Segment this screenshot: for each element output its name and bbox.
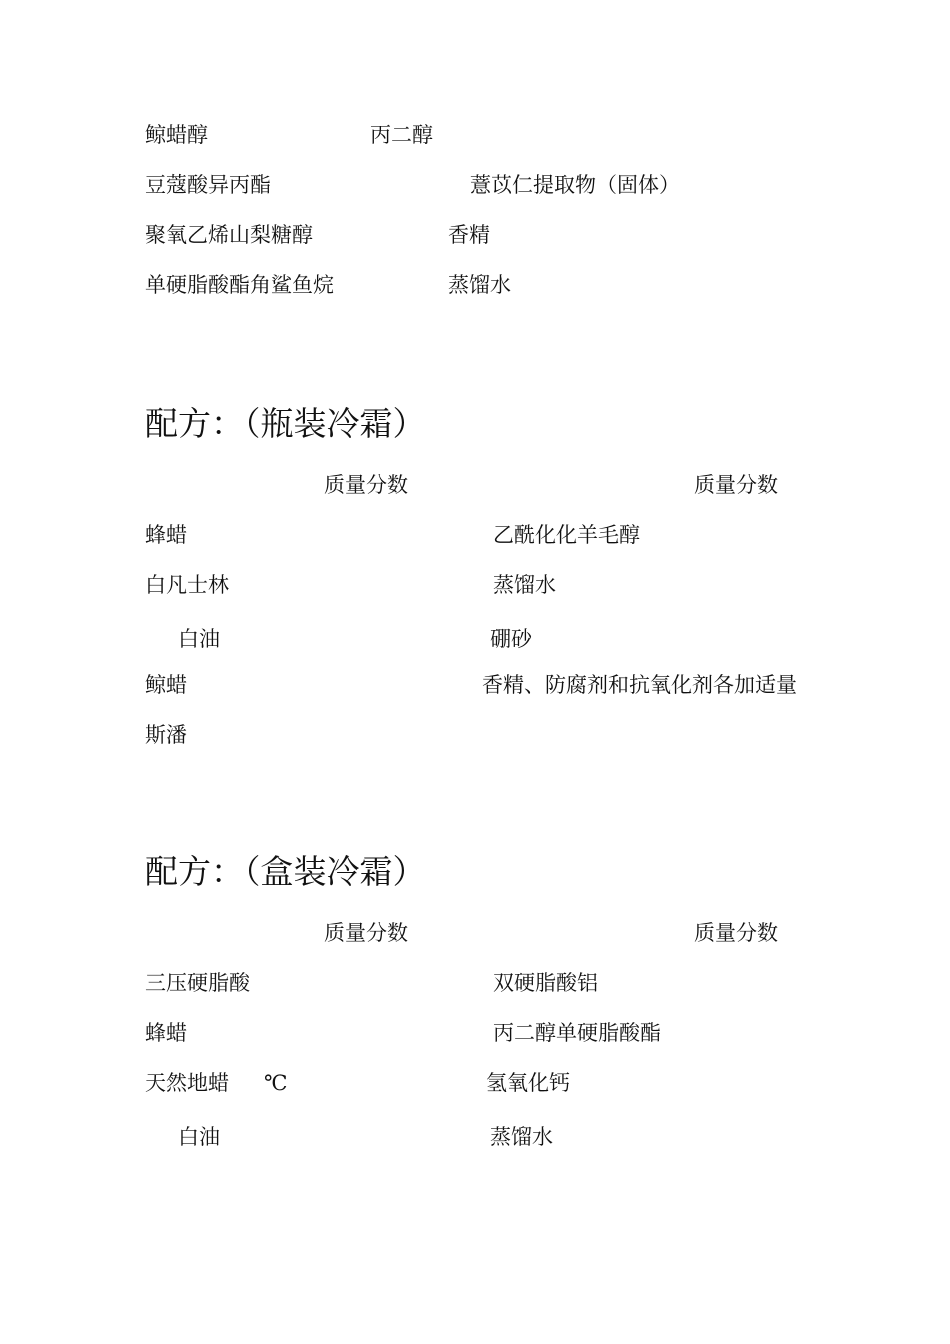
ingredient-item: 单硬脂酸酯角鲨鱼烷 <box>145 273 334 297</box>
unit-label: ℃ <box>264 1071 288 1095</box>
section-title: 配方：（瓶装冷霜） <box>145 404 426 443</box>
ingredient-item: 白凡士林 <box>145 573 229 597</box>
ingredient-item: 乙酰化化羊毛醇 <box>493 523 640 547</box>
ingredient-item: 斯潘 <box>145 723 187 747</box>
ingredient-item: 蒸馏水 <box>448 273 511 297</box>
ingredient-item: 鲸蜡醇 <box>145 123 208 147</box>
ingredient-item: 白油 <box>178 627 220 651</box>
column-header: 质量分数 <box>324 473 408 497</box>
column-header: 质量分数 <box>694 473 778 497</box>
ingredient-item: 硼砂 <box>490 627 532 651</box>
ingredient-item: 香精、防腐剂和抗氧化剂各加适量 <box>482 673 797 697</box>
ingredient-item: 聚氧乙烯山梨糖醇 <box>145 223 313 247</box>
ingredient-item: 白油 <box>178 1125 220 1149</box>
ingredient-item: 蜂蜡 <box>145 1021 187 1045</box>
ingredient-item: 氢氧化钙 <box>486 1071 570 1095</box>
column-header: 质量分数 <box>694 921 778 945</box>
ingredient-item: 双硬脂酸铝 <box>493 971 598 995</box>
ingredient-item: 丙二醇 <box>370 123 433 147</box>
ingredient-item: 蒸馏水 <box>493 573 556 597</box>
ingredient-item: 薏苡仁提取物（固体） <box>470 173 680 197</box>
ingredient-item: 豆蔻酸异丙酯 <box>145 173 271 197</box>
ingredient-item: 香精 <box>448 223 490 247</box>
ingredient-item: 蜂蜡 <box>145 523 187 547</box>
ingredient-item: 鲸蜡 <box>145 673 187 697</box>
ingredient-item: 三压硬脂酸 <box>145 971 250 995</box>
column-header: 质量分数 <box>324 921 408 945</box>
ingredient-item: 丙二醇单硬脂酸酯 <box>493 1021 661 1045</box>
ingredient-item: 天然地蜡 <box>145 1071 229 1095</box>
section-title: 配方：（盒装冷霜） <box>145 852 426 891</box>
ingredient-item: 蒸馏水 <box>490 1125 553 1149</box>
